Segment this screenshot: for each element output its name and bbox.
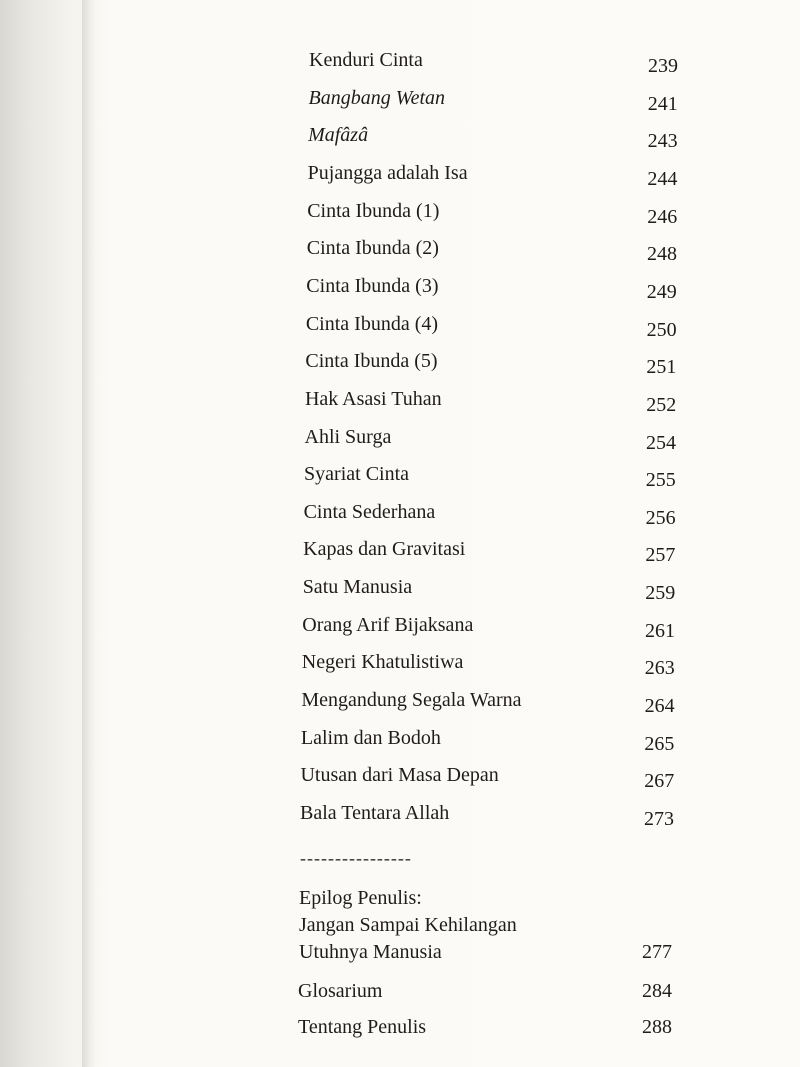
toc-entry-page-number: 257 (645, 544, 676, 567)
toc-entry-title: Cinta Ibunda (3) (306, 274, 439, 297)
toc-entry-page-number: 246 (647, 205, 678, 228)
toc-entry-page-number: 250 (646, 318, 677, 341)
toc-entry-title: Kenduri Cinta (309, 49, 423, 71)
toc-entry-page-number: 249 (646, 280, 677, 303)
back-matter-page-number: 288 (642, 1016, 672, 1038)
epilog-line-2: Jangan Sampai Kehilangan (299, 914, 517, 936)
toc-entry-title: Mafâzâ (308, 124, 369, 147)
toc-entry-title: Cinta Ibunda (5) (305, 350, 438, 373)
toc-entry-title: Mengandung Segala Warna (301, 689, 522, 712)
toc-entry-page-number: 239 (648, 55, 678, 77)
toc-entry-title: Ahli Surga (304, 425, 392, 448)
toc-entry-page-number: 265 (644, 732, 675, 755)
toc-entry-title: Cinta Ibunda (1) (307, 199, 440, 222)
back-matter-title: Glosarium (298, 980, 383, 1002)
toc-entry-page-number: 263 (644, 657, 675, 680)
toc-entry-page-number: 256 (645, 506, 676, 529)
epilog-line-1: Epilog Penulis: (299, 887, 422, 909)
toc-entry-title: Cinta Ibunda (4) (305, 312, 439, 335)
toc-entry-page-number: 267 (644, 770, 675, 793)
toc-entry-page-number: 243 (647, 130, 678, 153)
toc-entry-title: Bala Tentara Allah (300, 802, 450, 824)
toc-entry-title: Satu Manusia (302, 576, 413, 599)
toc-entry-title: Pujangga adalah Isa (307, 161, 468, 184)
toc-entry-title: Syariat Cinta (304, 463, 410, 486)
toc-entry-page-number: 254 (646, 431, 676, 454)
back-matter-title: Tentang Penulis (298, 1016, 427, 1038)
epilog-line-3: Utuhnya Manusia (299, 941, 442, 963)
toc-entry-page-number: 241 (647, 92, 678, 115)
toc-entry-page-number: 264 (644, 695, 675, 718)
toc-entry-page-number: 255 (645, 469, 676, 492)
toc-entry-page-number: 248 (647, 243, 677, 266)
toc-entry-page-number: 259 (645, 582, 676, 605)
toc-entry-page-number: 273 (644, 808, 674, 830)
toc-entry-page-number: 252 (646, 393, 677, 416)
toc-entry-title: Cinta Sederhana (303, 500, 436, 523)
back-matter-page-number: 284 (642, 980, 672, 1002)
toc-entry-title: Orang Arif Bijaksana (302, 613, 474, 636)
toc-entry-title: Bangbang Wetan (308, 86, 446, 109)
separator-rule: ---------------- (300, 848, 412, 868)
toc-entry-title: Kapas dan Gravitasi (303, 538, 466, 561)
toc-entry-page-number: 251 (646, 356, 677, 379)
toc-entry-page-number: 261 (645, 619, 675, 642)
toc-entry-title: Hak Asasi Tuhan (304, 387, 442, 410)
toc-entry-title: Lalim dan Bodoh (300, 726, 441, 749)
toc-entry-title: Utusan dari Masa Depan (300, 764, 499, 787)
epilog-entry (299, 885, 517, 966)
toc-entry-title: Cinta Ibunda (2) (306, 237, 439, 260)
epilog-page-number: 277 (642, 941, 672, 963)
toc-entry-page-number: 244 (647, 167, 678, 190)
toc-entry-title: Negeri Khatulistiwa (301, 651, 464, 674)
